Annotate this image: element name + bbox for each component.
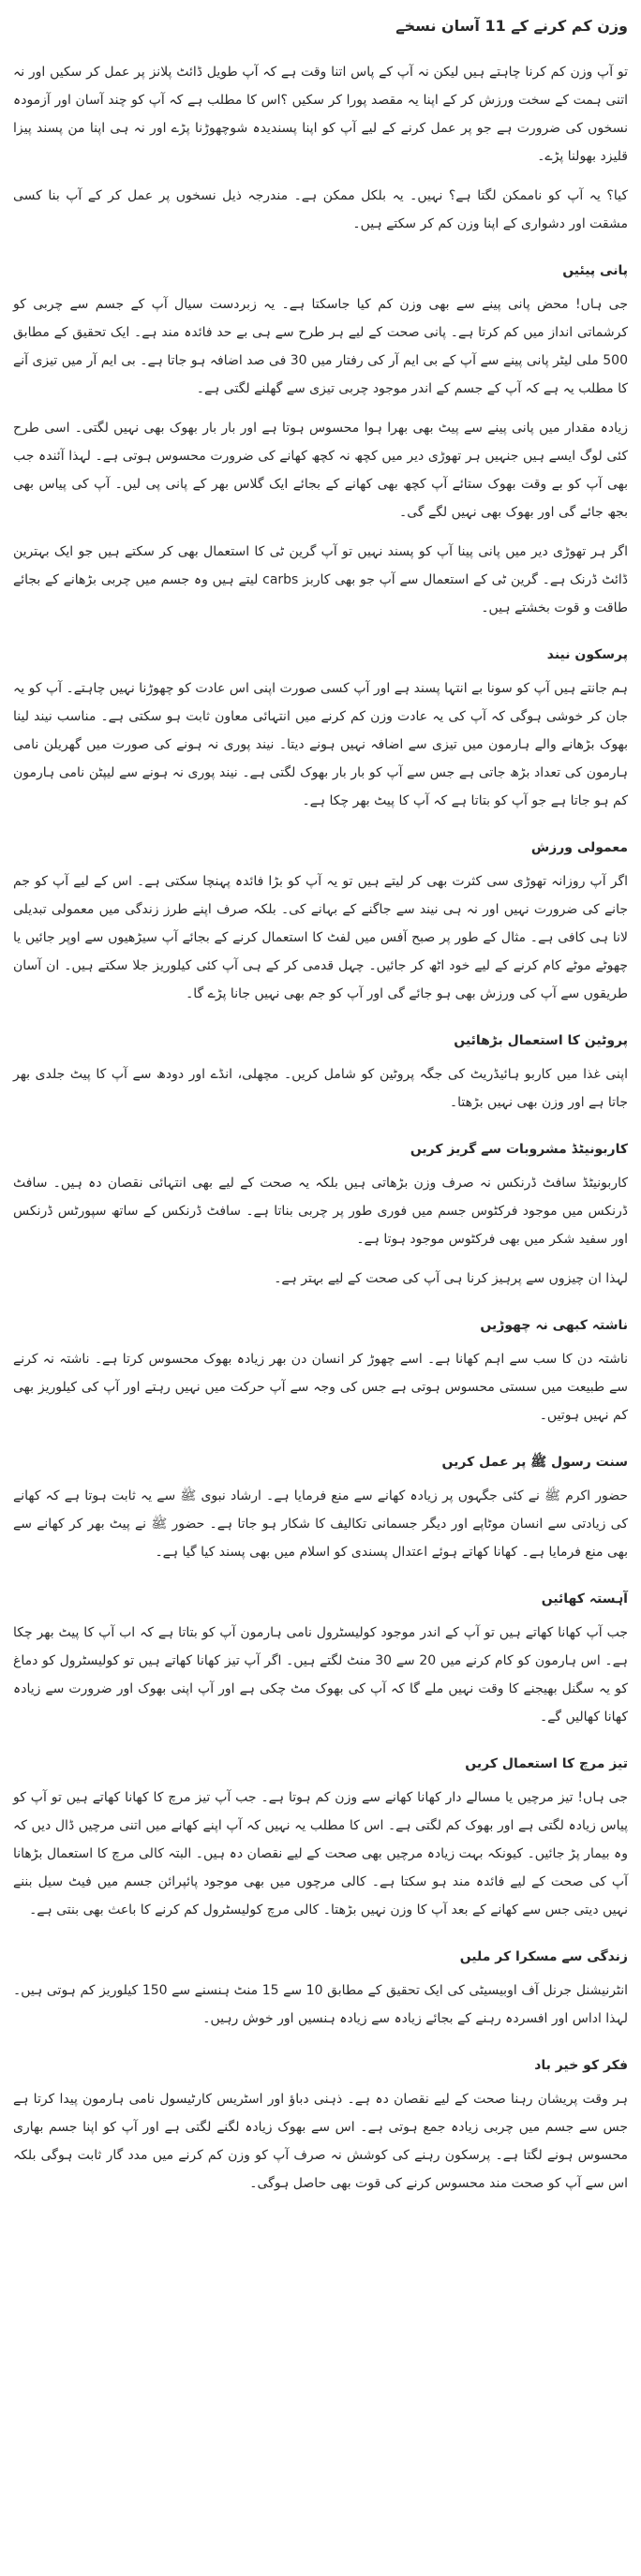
section-spicy-food: [13, 1752, 628, 1924]
section-paragraph: اگر آپ روزانہ تھوڑی سی کثرت بھی کر لیتے ہیں تو یہ آپ کو بڑا فائدہ پہنچا سکتی ہے۔ اس کے لیے آپ کو جم جانے کی ضرورت نہیں اور نہ ہی نیند سے جاگنے کے بہانے کی۔ بلکہ صرف اپنے طرز زندگی میں معمولی تبدیلی لانا ہی کافی ہے۔ مثال کے طور پر صبح آفس میں لفٹ کا استعمال کرنے کے بجائے آپ سیڑھیوں سے اوپر جائیں یا چھوٹے موٹے کام کرنے کے لیے خود اٹھ کر جائیں۔ چہل قدمی کر کے ہی آپ کئی کیلوریز جلا سکتے ہیں۔ ان آسان طریقوں سے آپ کی ورزش بھی ہو جائے گی اور آپ کو جم بھی نہیں جانا پڑے گا۔: [13, 874, 628, 1001]
section-paragraph: حضور اکرم ﷺ نے کئی جگہوں پر زیادہ کھانے سے منع فرمایا ہے۔ ارشاد نبوی ﷺ سے یہ ثابت ہوتا ہے کہ کھانے کی زیادتی سے انسان موٹاپے اور دیگر جسمانی تکالیف کا شکار ہو جاتا ہے۔ حضور ﷺ نے پیٹ بھر کر کھانے سے بھی منع فرمایا ہے۔ کھانا کھاتے ہوئے اعتدال پسندی کو اسلام میں بھی پسند کیا گیا ہے۔: [13, 1488, 628, 1560]
section-heading: پروٹین کا استعمال بڑھائیں: [454, 1033, 628, 1048]
section-breakfast: [13, 1313, 628, 1429]
section-protein: [13, 1029, 628, 1117]
intro-section: [13, 58, 628, 238]
section-paragraph: کاربونیٹڈ سافٹ ڈرنکس نہ صرف وزن بڑھاتی ہیں بلکہ یہ صحت کے لیے بھی انتہائی نقصان دہ ہیں۔ سافٹ ڈرنکس میں موجود فرکٹوس جسم میں فوری طور پر چربی بناتا ہے۔ سافٹ ڈرنکس کے ساتھ سپورٹس ڈرنکس اور سفید شکر میں بھی فرکٹوس موجود ہوتا ہے۔: [13, 1176, 628, 1247]
intro-paragraph: تو آپ وزن کم کرنا چاہتے ہیں لیکن نہ آپ کے پاس اتنا وقت ہے کہ آپ طویل ڈائٹ پلانز پر عمل کر سکیں اور نہ اتنی ہمت کے سخت ورزش کر کے اپنا یہ مقصد پورا کر سکیں ؟اس کا مطلب ہے کہ آپ کو چند آسان اور آزمودہ نسخوں کی ضرورت ہے جو پر عمل کرنے کے لیے آپ کو اپنا پسندیدہ شوچھوڑنا پڑے اور نہ ہی اپنا من پسند پیزا قلیزد بھولنا پڑے۔: [13, 65, 628, 164]
section-paragraph: جی ہاں! تیز مرچیں یا مسالے دار کھانا کھانے سے وزن کم ہوتا ہے۔ جب آپ تیز مرچ کا کھانا کھاتے ہیں تو آپ کو پیاس زیادہ لگتی ہے اور بھوک کم لگتی ہے۔ اس کا مطلب یہ نہیں کہ آپ اپنے کھانے میں اتنی مرچیں ڈال دیں کہ وہ بیمار پڑ جائیں۔ کیونکہ بہت زیادہ مرچیں بھی صحت کے لیے نقصان دہ ہیں۔ البتہ کالی مرچ کا استعمال بڑھانا آپ کی صحت کے لیے فائدہ مند ہو سکتا ہے۔ کالی مرچوں میں بھی موجود پائپرائن جسم میں فیٹ سیل بننے نہیں دیتی جس سے کھانے کے بعد آپ کا وزن نہیں بڑھتا۔ کالی مرچ کولیسٹرول کم کرنے کا باعث بھی بنتی ہے۔: [13, 1790, 628, 1917]
section-heading: ناشتہ کبھی نہ چھوڑیں: [480, 1318, 628, 1333]
section-sleep: [13, 643, 628, 815]
section-paragraph: اگر ہر تھوڑی دیر میں پانی پینا آپ کو پسند نہیں تو آپ گرین ٹی کا استعمال بھی کر سکتے ہیں جو ایک بہترین ڈائٹ ڈرنک ہے۔ گرین ٹی کے استعمال سے آپ جو بھی کاربز carbs لیتے ہیں وہ جسم میں چربی بڑھانے کے بجائے طاقت و قوت بخشتے ہیں۔: [13, 544, 629, 615]
section-paragraph: لہذا ان چیزوں سے پرہیز کرنا ہی آپ کی صحت کے لیے بہتر ہے۔: [274, 1271, 628, 1286]
section-heading: فکر کو خیر باد: [534, 2058, 628, 2073]
intro-paragraph: کیا؟ یہ آپ کو ناممکن لگتا ہے؟ نہیں۔ یہ بلکل ممکن ہے۔ مندرجہ ذیل نسخوں پر عمل کر کے آپ بنا کسی مشقت اور دشواری کے اپنا وزن کم کر سکتے ہیں۔: [13, 188, 628, 231]
section-eat-slowly: [13, 1587, 628, 1731]
section-paragraph: ناشتہ دن کا سب سے اہم کھانا ہے۔ اسے چھوڑ کر انسان دن بھر زیادہ بھوک محسوس کرتا ہے۔ ناشتہ نہ کرنے سے طبیعت میں سستی محسوس ہوتی ہے جس کی وجہ سے آپ حرکت میں نہیں رہتے اور آپ کی کیلوریز بھی کم نہیں ہوتیں۔: [13, 1352, 628, 1423]
section-paragraph: جب آپ کھانا کھاتے ہیں تو آپ کے اندر موجود کولیسٹرول نامی ہارمون آپ کو بتاتا ہے کہ اب آپ کا پیٹ بھر چکا ہے۔ اس ہارمون کو کام کرنے میں 20 سے 30 منٹ لگتے ہیں۔ اگر آپ تیز کھانا کھاتے ہیں تو کولیسٹرول کو دماغ کو یہ سگنل بھیجنے کا وقت نہیں ملے گا کہ آپ کی بھوک مٹ چکی ہے اور آپ اپنی بھوک اور ضرورت سے زیادہ کھانا کھالیں گے۔: [13, 1625, 628, 1725]
section-paragraph: انٹرنیشنل جرنل آف اوبیسیٹی کی ایک تحقیق کے مطابق 10 سے 15 منٹ ہنسنے سے 150 کیلوریز کم ہوتی ہیں۔ لہذا اداس اور افسردہ رہنے کے بجائے زیادہ سے زیادہ ہنسیں اور خوش رہیں۔: [13, 1983, 628, 2026]
section-stress: [13, 2053, 628, 2198]
section-water: [13, 259, 628, 622]
section-heading: آہستہ کھائیں: [541, 1591, 628, 1606]
section-carbonated-drinks: [13, 1137, 628, 1293]
section-sunnah: [13, 1450, 628, 1566]
section-paragraph: جی ہاں! محض پانی پینے سے بھی وزن کم کیا جاسکتا ہے۔ یہ زبردست سیال آپ کے جسم سے چربی کو کرشماتی انداز میں کم کرتا ہے۔ پانی صحت کے لیے ہر طرح سے ہی بے حد فائدہ مند ہے۔ ایک تحقیق کے مطابق 500 ملی لیٹر پانی پینے سے آپ کے بی ایم آر کی رفتار میں 30 فی صد اضافہ ہو جاتا ہے۔ بی ایم آر میں تیزی آنے کا مطلب یہ ہے کہ آپ کے جسم کے اندر موجود چربی تیزی سے گھلنے لگتی ہے۔: [13, 297, 628, 396]
section-heading: تیز مرچ کا استعمال کریں: [465, 1756, 628, 1771]
section-heading: کاربونیٹڈ مشروبات سے گریز کریں: [410, 1142, 628, 1157]
section-heading: پانی پیئیں: [562, 263, 628, 278]
section-heading: سنت رسول ﷺ پر عمل کریں: [441, 1455, 628, 1470]
article-title: وزن کم کرنے کے 11 آسان نسخے: [395, 17, 628, 35]
section-paragraph: اپنی غذا میں کاربو ہائیڈریٹ کی جگہ پروٹین کو شامل کریں۔ مچھلی، انڈے اور دودھ سے آپ کا پیٹ جلدی بھر جاتا ہے اور وزن بھی نہیں بڑھتا۔: [13, 1067, 628, 1110]
section-paragraph: زیادہ مقدار میں پانی پینے سے پیٹ بھی بھرا ہوا محسوس ہوتا ہے اور بار بار بھوک بھی نہیں لگتی۔ اسی طرح کئی لوگ ایسے ہیں جنہیں ہر تھوڑی دیر میں کچھ نہ کچھ کھانے کی ضرورت محسوس ہوتی ہے۔ لہذا آئندہ جب بھی آپ کو بے وقت بھوک ستائے آپ کچھ بھی کھانے کے بجائے ایک گلاس بھر کے پانی پی لیں۔ آپ کی پیاس بھی بجھ جائے گی اور بھوک بھی نہیں لگے گی۔: [13, 421, 628, 520]
section-paragraph: ہر وقت پریشان رہنا صحت کے لیے نقصان دہ ہے۔ ذہنی دباؤ اور اسٹریس کارٹیسول نامی ہارمون پیدا کرتا ہے جس سے جسم میں چربی زیادہ جمع ہوتی ہے۔ اس سے بھوک زیادہ لگنے لگتی ہے اور آپ کو اپنا جسم بھاری محسوس ہونے لگتا ہے۔ پرسکون رہنے کی کوشش نہ صرف آپ کو وزن کم کرنے میں مدد گار ثابت ہوگی بلکہ اس سے آپ کو صحت مند محسوس کرنے کی قوت بھی حاصل ہوگی۔: [13, 2092, 628, 2191]
section-heading: زندگی سے مسکرا کر ملیں: [459, 1949, 628, 1964]
section-smile: [13, 1945, 628, 2033]
section-heading: پرسکون نیند: [546, 647, 628, 662]
section-paragraph: ہم جانتے ہیں آپ کو سونا بے انتہا پسند ہے اور آپ کسی صورت اپنی اس عادت کو چھوڑنا نہیں چاہتے۔ آپ کو یہ جان کر خوشی ہوگی کہ آپ کی یہ عادت وزن کم کرنے میں انتہائی معاون ثابت ہو سکتی ہے۔ مناسب نیند لینا بھوک بڑھانے والے ہارمون میں تیزی سے اضافہ نہیں ہونے دیتا۔ نیند پوری نہ ہونے کی صورت میں گھریلن نامی ہارمون کی تعداد بڑھ جاتی ہے جس سے آپ کو بار بار بھوک لگتی ہے۔ نیند پوری نہ ہونے سے لیپٹن نامی ہارمون کم ہو جاتا ہے جو آپ کو بتاتا ہے کہ آپ کا پیٹ بھر چکا ہے۔: [13, 681, 628, 808]
section-exercise: [13, 836, 628, 1008]
section-heading: معمولی ورزش: [530, 840, 628, 855]
